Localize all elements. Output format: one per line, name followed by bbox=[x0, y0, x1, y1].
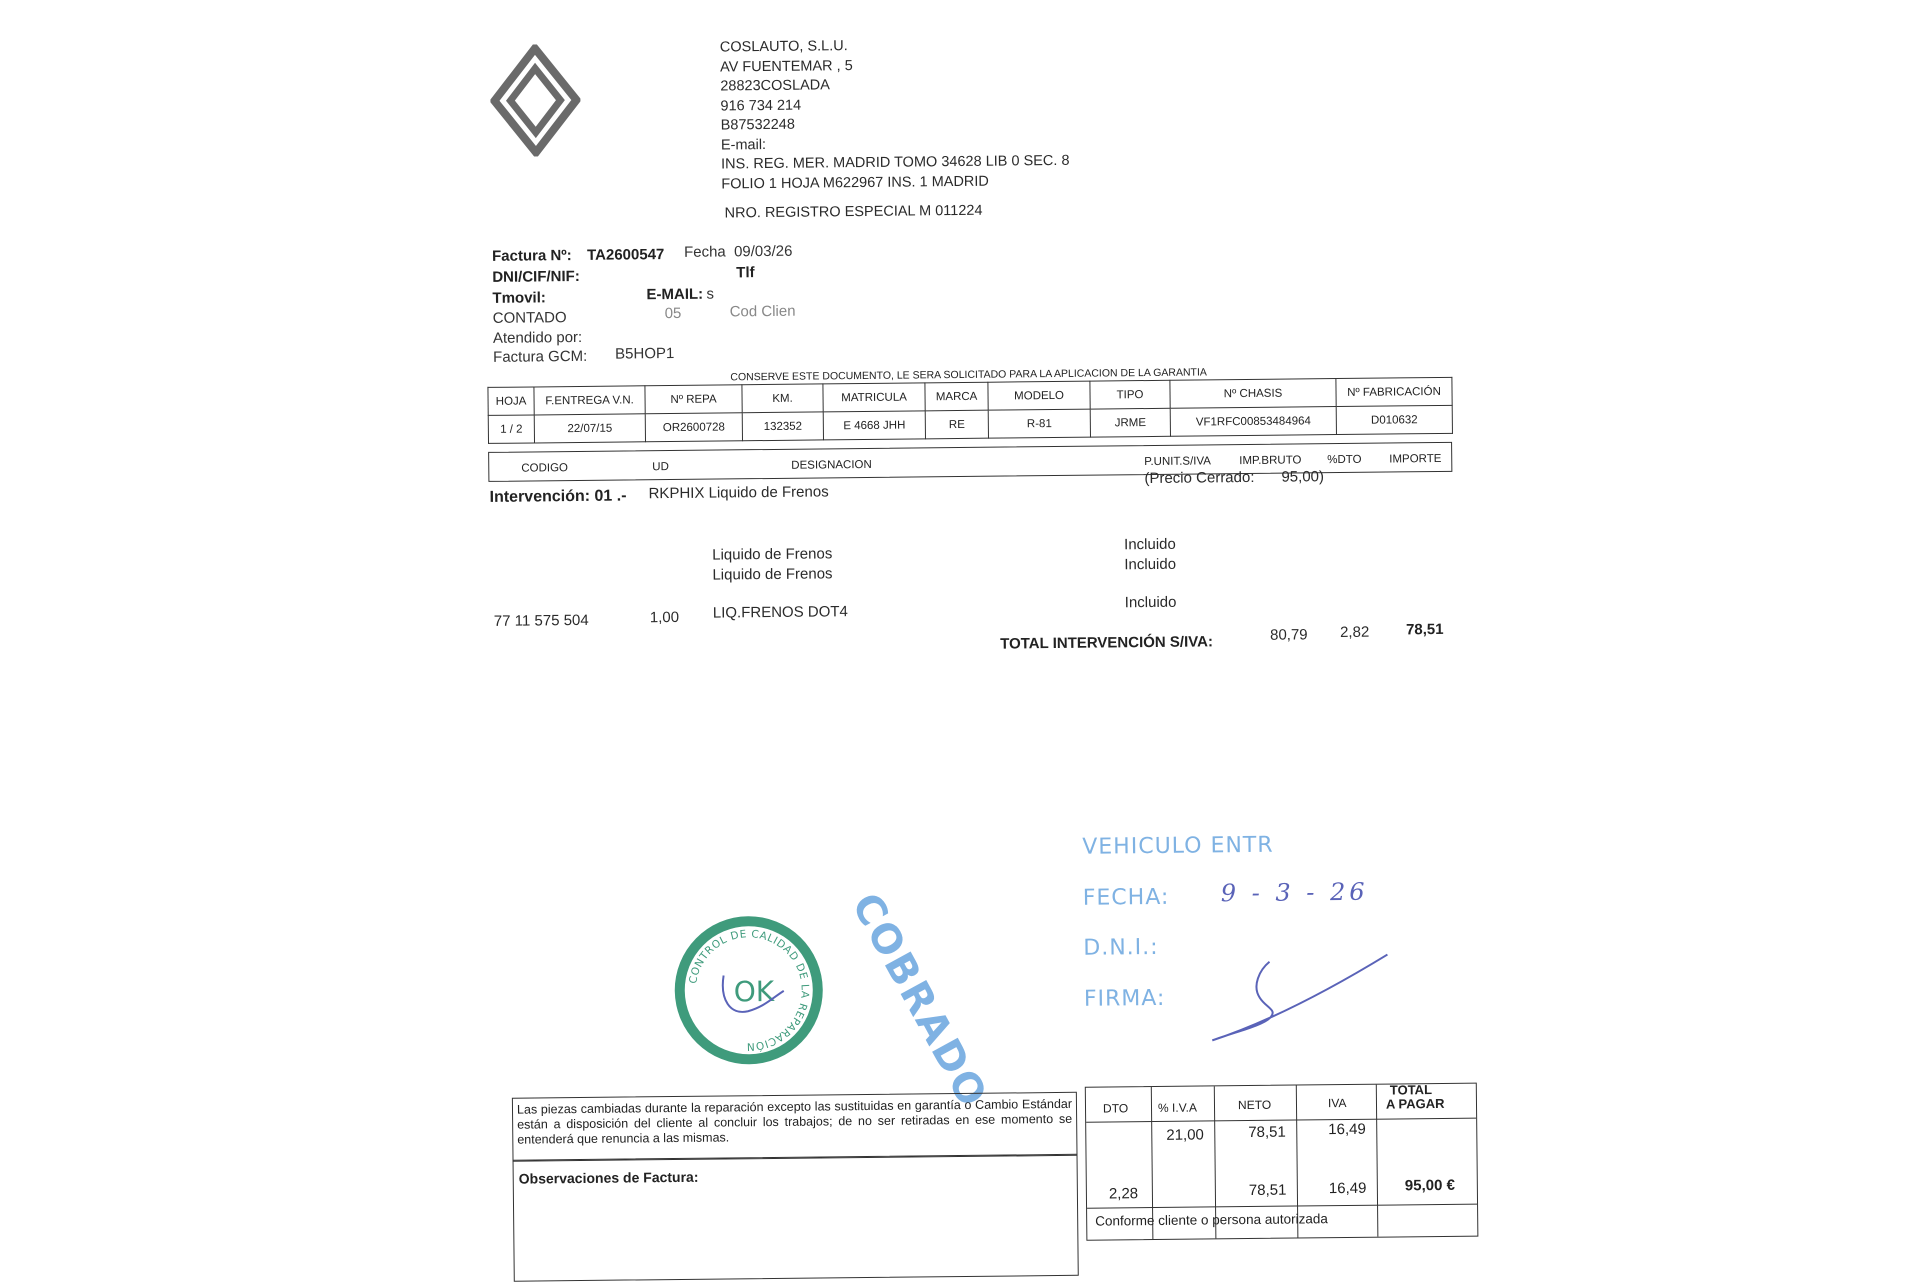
header-nrepa: Nº REPA bbox=[645, 385, 742, 414]
iva-total-value: 16,49 bbox=[1328, 1179, 1367, 1198]
warranty-notice: CONSERVE ESTE DOCUMENTO, LE SERA SOLICITADO PARA LA APLICACION DE LA GARANTIA bbox=[730, 366, 1207, 384]
intervention-label: Intervención: 01 .- bbox=[489, 487, 627, 506]
header-fentrega: F.ENTREGA V.N. bbox=[534, 386, 645, 415]
vehicle-table bbox=[487, 377, 1453, 444]
invoice-date: 09/03/26 bbox=[733, 242, 793, 261]
intervention-total-importe: 78,51 bbox=[1405, 620, 1444, 639]
value-modelo: R-81 bbox=[988, 409, 1090, 438]
gcm-label: Factura GCM: bbox=[493, 347, 588, 366]
email-label: E-MAIL: bbox=[646, 285, 704, 304]
line-item-2-price: Incluido bbox=[1124, 555, 1177, 574]
disclaimer-text: Las piezas cambiadas durante la reparación excepto las sustituidas en garantía o Cambio Estándar están a disposición del cliente al concluir los trabajos; de no ser retiradas en ese momento se entenderá que renuncia a las mismas. bbox=[516, 1096, 1073, 1147]
header-marca: MARCA bbox=[925, 382, 988, 411]
cod-cliente-label: Cod Clien bbox=[729, 302, 796, 321]
contado-value: 05 bbox=[664, 304, 682, 323]
header-matricula: MATRICULA bbox=[823, 383, 925, 412]
header-tipo: TIPO bbox=[1090, 380, 1170, 409]
value-hoja: 1 / 2 bbox=[488, 415, 534, 443]
dni-label: DNI/CIF/NIF: bbox=[492, 267, 580, 286]
col-designacion: DESIGNACION bbox=[791, 458, 872, 472]
observaciones-label: Observaciones de Factura: bbox=[518, 1168, 699, 1187]
gcm-value: B5HOP1 bbox=[615, 344, 675, 363]
company-street: AV FUENTEMAR , 5 bbox=[720, 57, 853, 75]
line-item-3-qty: 1,00 bbox=[649, 608, 680, 627]
intervention-total-dto: 2,82 bbox=[1339, 623, 1370, 642]
value-fabricacion: D010632 bbox=[1336, 405, 1452, 434]
intervention-name: RKPHIX Liquido de Frenos bbox=[648, 483, 829, 503]
seal-ok-text: OK bbox=[733, 974, 775, 1009]
col-dto: %DTO bbox=[1327, 453, 1362, 467]
firma-stamp-label: FIRMA: bbox=[1083, 985, 1166, 1012]
value-nrepa: OR2600728 bbox=[645, 413, 742, 442]
iva-pct-header: % I.V.A bbox=[1157, 1100, 1198, 1115]
company-registry-1: INS. REG. MER. MADRID TOMO 34628 LIB 0 SEC. 8 bbox=[721, 152, 1070, 173]
fecha-handwritten: 9 - 3 - 26 bbox=[1220, 877, 1369, 908]
company-registry-2: FOLIO 1 HOJA M622967 INS. 1 MADRID bbox=[721, 173, 989, 192]
neto-total-value: 78,51 bbox=[1248, 1181, 1287, 1200]
iva-pct-value: 21,00 bbox=[1166, 1126, 1204, 1144]
company-name: COSLAUTO, S.L.U. bbox=[719, 38, 848, 56]
col-codigo: CODIGO bbox=[521, 462, 568, 475]
col-imp-bruto: IMP.BRUTO bbox=[1239, 454, 1302, 468]
neto-value: 78,51 bbox=[1248, 1123, 1286, 1142]
dni-stamp-label: D.N.I.: bbox=[1083, 934, 1159, 961]
total-header-2: A PAGAR bbox=[1385, 1095, 1445, 1112]
header-chasis: Nº CHASIS bbox=[1170, 379, 1336, 409]
invoice-date-label: Fecha bbox=[683, 243, 726, 261]
value-matricula: E 4668 JHH bbox=[823, 411, 925, 440]
email-value: s bbox=[706, 285, 715, 303]
company-city: 28823COSLADA bbox=[720, 77, 830, 95]
iva-value: 16,49 bbox=[1328, 1120, 1366, 1139]
line-item-1-price: Incluido bbox=[1124, 535, 1176, 554]
cobrado-stamp: COBRADO bbox=[842, 885, 997, 1116]
company-phone: 916 734 214 bbox=[720, 97, 802, 114]
atendido-label: Atendido por: bbox=[492, 328, 583, 347]
value-chasis: VF1RFC00853484964 bbox=[1170, 407, 1336, 437]
signature-icon bbox=[1203, 950, 1394, 1042]
closed-price-value: 95,00) bbox=[1281, 468, 1325, 486]
header-hoja: HOJA bbox=[488, 387, 534, 415]
line-item-2-designation: Liquido de Frenos bbox=[712, 565, 833, 584]
tmovil-label: Tmovil: bbox=[492, 289, 546, 307]
value-fentrega: 22/07/15 bbox=[534, 414, 645, 443]
col-punit: P.UNIT.S/IVA bbox=[1144, 455, 1211, 469]
header-km: KM. bbox=[742, 384, 823, 413]
seal-text: CONTROL DE CALIDAD DE LA REPARACIÓN bbox=[687, 928, 811, 1053]
disclaimer-box bbox=[512, 1092, 1078, 1162]
special-registry: NRO. REGISTRO ESPECIAL M 011224 bbox=[724, 202, 983, 222]
invoice-number: TA2600547 bbox=[586, 246, 665, 264]
line-item-3-code: 77 11 575 504 bbox=[493, 611, 589, 630]
totals-grid bbox=[1085, 1083, 1479, 1241]
invoice-number-label: Factura Nº: bbox=[491, 247, 572, 265]
intervention-total-bruto: 80,79 bbox=[1269, 626, 1308, 644]
value-tipo: JRME bbox=[1090, 408, 1170, 437]
closed-price-label: (Precio Cerrado: bbox=[1144, 468, 1255, 488]
line-item-1-designation: Liquido de Frenos bbox=[712, 545, 833, 564]
value-km: 132352 bbox=[742, 412, 823, 441]
tlf-label: Tlf bbox=[736, 264, 755, 282]
intervention-total-label: TOTAL INTERVENCIÓN S/IVA: bbox=[1000, 633, 1214, 653]
value-marca: RE bbox=[925, 410, 988, 439]
company-cif: B87532248 bbox=[720, 116, 795, 134]
col-importe: IMPORTE bbox=[1389, 452, 1442, 466]
quality-seal-icon bbox=[673, 914, 825, 1066]
conforme-label: Conforme cliente o persona autorizada bbox=[1095, 1211, 1328, 1229]
renault-logo-icon bbox=[490, 44, 581, 157]
iva-header: IVA bbox=[1327, 1095, 1347, 1111]
vehiculo-stamp-title: VEHICULO ENTR bbox=[1082, 832, 1274, 860]
dto-header: DTO bbox=[1102, 1101, 1129, 1116]
observaciones-box bbox=[513, 1154, 1079, 1282]
dto-total-value: 2,28 bbox=[1108, 1185, 1139, 1203]
neto-header: NETO bbox=[1237, 1097, 1272, 1113]
company-block bbox=[720, 35, 1070, 195]
line-item-3-price: Incluido bbox=[1124, 593, 1177, 612]
company-email-label: E-mail: bbox=[720, 136, 767, 153]
total-pagar-value: 95,00 € bbox=[1404, 1176, 1455, 1195]
total-header-1: TOTAL bbox=[1389, 1082, 1433, 1098]
contado-label: CONTADO bbox=[492, 309, 567, 327]
header-modelo: MODELO bbox=[988, 381, 1090, 410]
fecha-stamp-label: FECHA: bbox=[1082, 884, 1170, 911]
line-item-3-designation: LIQ.FRENOS DOT4 bbox=[712, 603, 848, 622]
header-fabricacion: Nº FABRICACIÓN bbox=[1336, 377, 1452, 406]
col-ud: UD bbox=[652, 461, 669, 474]
